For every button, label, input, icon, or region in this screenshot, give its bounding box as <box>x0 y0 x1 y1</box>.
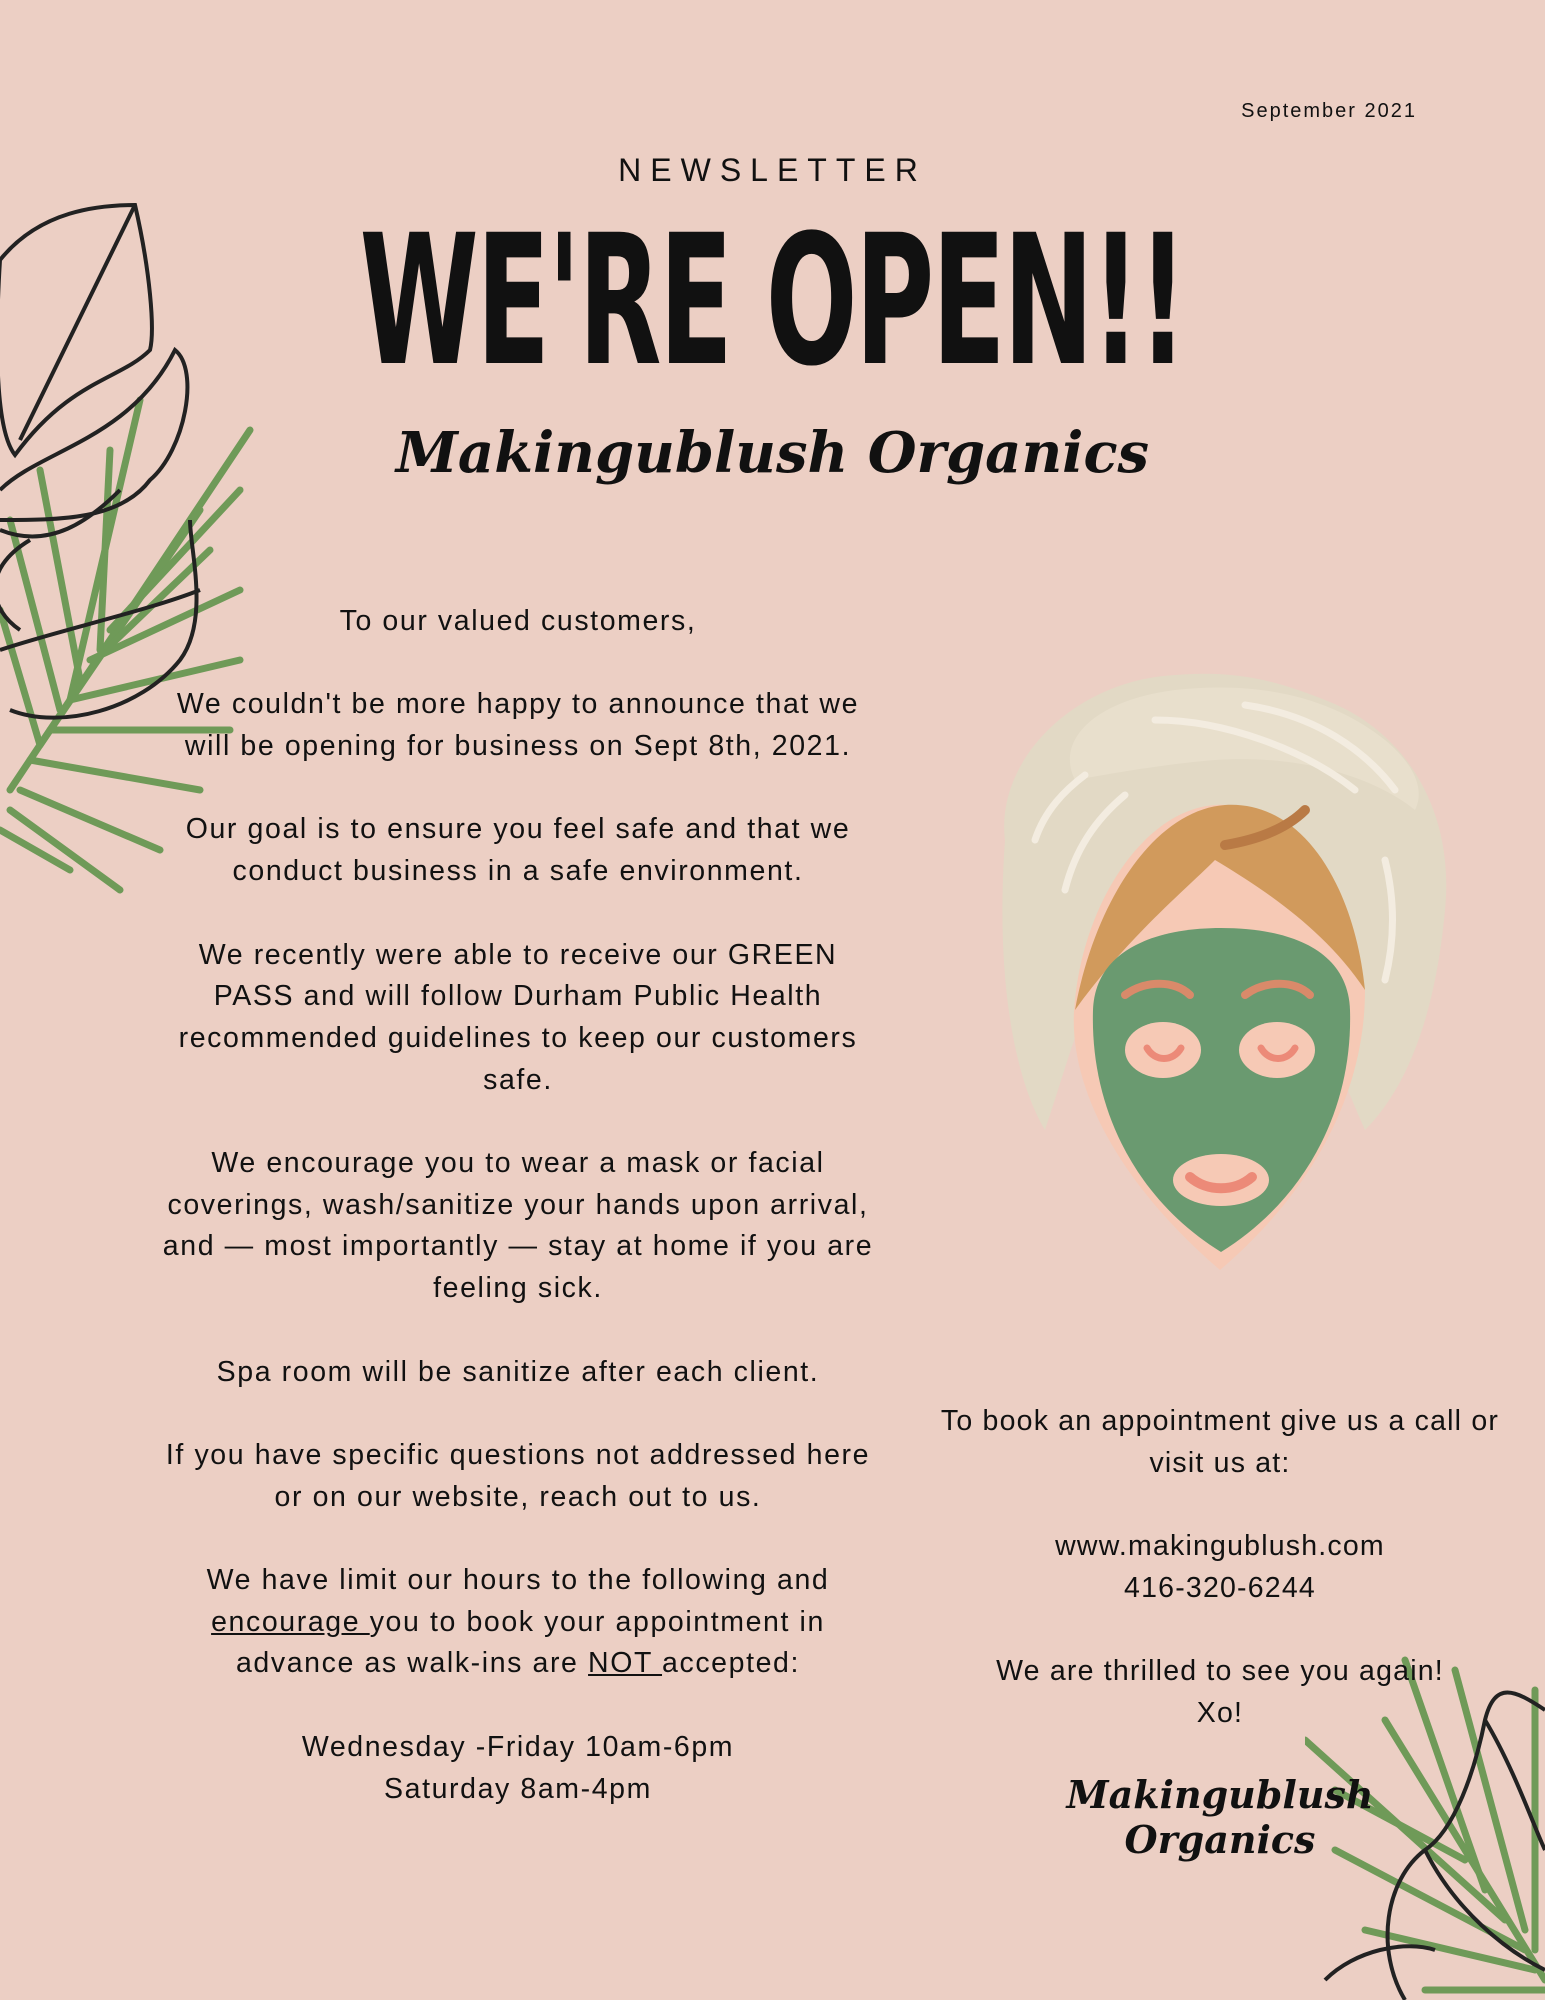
issue-date: September 2021 <box>1241 100 1417 122</box>
paragraph-questions: If you have specific questions not addressed here or on our website, reach out to us. <box>165 1438 871 1513</box>
paragraph-opening: We couldn't be more happy to announce that we will be opening for business on Sept 8th, 2021. <box>176 688 860 763</box>
paragraph-safety-goal: Our goal is to ensure you feel safe and that we conduct business in a safe environment. <box>185 813 851 888</box>
newsletter-label: NEWSLETTER <box>618 152 927 188</box>
paragraph-precautions: We encourage you to wear a mask or facial coverings, wash/sanitize your hands upon arrival, and — most importantly — stay at home if you are feeling sick. <box>162 1147 874 1305</box>
booking-intro: To book an appointment give us a call or visit us at: <box>940 1405 1500 1479</box>
website-link[interactable]: www.makingublush.com <box>1055 1530 1385 1563</box>
woman-face-mask-illustration <box>985 660 1455 1280</box>
hours-intro-text-c: accepted: <box>662 1647 801 1680</box>
xo-signature: Xo! <box>1196 1696 1244 1729</box>
hours-intro-text-b: you to book your appointment in advance as walk-ins are <box>235 1605 825 1680</box>
letter-body <box>158 601 878 1810</box>
brand-name: Makingublush Organics <box>395 420 1150 486</box>
underlined-encourage: encourage <box>211 1605 370 1638</box>
underlined-not: NOT <box>588 1647 663 1680</box>
paragraph-hours-intro <box>158 1560 878 1685</box>
closing-line: We are thrilled to see you again! <box>996 1655 1444 1688</box>
paragraph-sanitize: Spa room will be sanitize after each client. <box>216 1355 820 1388</box>
hours-intro-text-a: We have limit our hours to the following and <box>206 1564 830 1597</box>
headline: WE'RE OPEN!! <box>359 197 1185 406</box>
paragraph-green-pass: We recently were able to receive our GREEN PASS and will follow Durham Public Health recommended guidelines to keep our customers safe. <box>178 938 858 1096</box>
phone-number[interactable]: 416-320-6244 <box>1124 1571 1316 1604</box>
hours-weekday: Wednesday -Friday 10am-6pm <box>301 1730 735 1763</box>
hours-saturday: Saturday 8am-4pm <box>384 1772 652 1805</box>
contact-block <box>930 1401 1510 1735</box>
greeting: To our valued customers, <box>339 605 697 637</box>
brand-signoff: Makingublush Organics <box>1066 1772 1374 1862</box>
